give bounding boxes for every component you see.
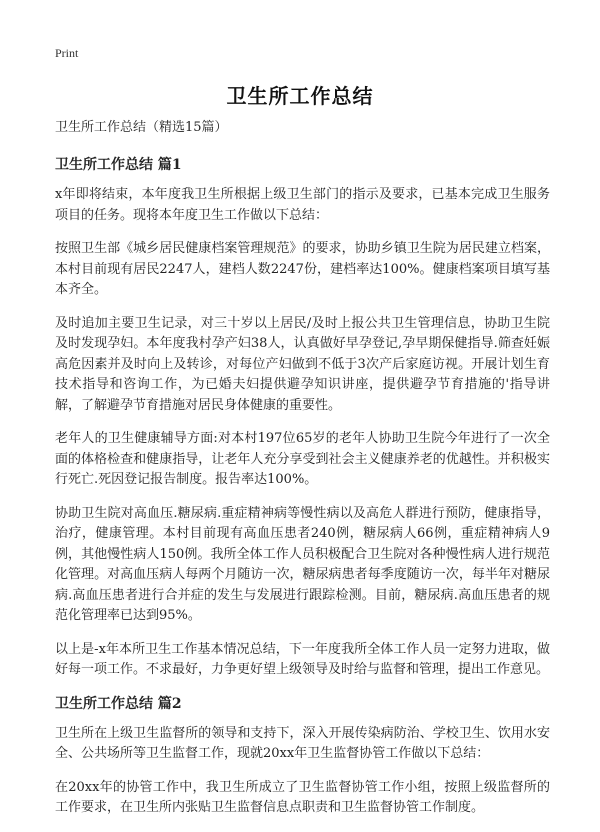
paragraph: 以上是-x年本所卫生工作基本情况总结，下一年度我所全体工作人员一定努力进取，做好每一项工作。不求最好，力争更好望上级领导及时给与监督和管理，提出工作意见。 <box>55 641 550 677</box>
paragraph: 按照卫生部《城乡居民健康档案管理规范》的要求，协助乡镇卫生院为居民建立档案，本村目前现有居民2247人，建档人数2247份，建档率达100%。健康档案项目填写基本齐全。 <box>55 241 550 297</box>
document-subtitle: 卫生所工作总结（精选15篇） <box>55 120 228 135</box>
document-body <box>55 118 550 832</box>
paragraph: 老年人的卫生健康辅导方面:对本村197位65岁的老年人协助卫生院今年进行了一次全面的体格检查和健康指导，让老年人充分享受到社会主义健康养老的优越性。并积极实行死亡.死因登记报告制度。报告率达100%。 <box>55 431 550 487</box>
section-heading-2: 卫生所工作总结 篇2 <box>55 695 182 712</box>
paragraph: 卫生所在上级卫生监督所的领导和支持下，深入开展传染病防治、学校卫生、饮用水安全、公共场所等卫生监督工作，现就20xx年卫生监督协管工作做以下总结： <box>55 725 550 761</box>
paragraph: 在20xx年的协管工作中，我卫生所成立了卫生监督协管工作小组，按照上级监督所的工作要求，在卫生所内张贴卫生监督信息点职责和卫生监督协管工作制度。 <box>55 779 550 815</box>
print-label: Print <box>55 46 79 60</box>
paragraph: 及时追加主要卫生记录，对三十岁以上居民/及时上报公共卫生管理信息，协助卫生院及时发现孕妇。本年度我村孕产妇38人，认真做好早孕登记,孕早期保健指导.筛查妊娠高危因素并及时向上及转诊，对每位产妇做到不低于3次产后家庭访视。开展计划生育技术指导和咨询工作，为已婚夫妇提供避孕知识讲座，提供避孕节育措施的'指导讲解，了解避孕节育措施对居民身体健康的重要性。 <box>55 315 550 413</box>
page-title: 卫生所工作总结 <box>226 84 374 108</box>
paragraph: x年即将结束，本年度我卫生所根据上级卫生部门的指示及要求，已基本完成卫生服务项目的任务。现将本年度卫生工作做以下总结： <box>55 187 550 223</box>
paragraph: 协助卫生院对高血压.糖尿病.重症精神病等慢性病以及高危人群进行预防，健康指导，治疗，健康管理。本村目前现有高血压患者240例，糖尿病人66例，重症精神病人9例，其他慢性病人150例。我所全体工作人员积极配合卫生院对各种慢性病人进行规范化管理。对高血压病人每两个月随访一次，糖尿病患者每季度随访一次，每半年对糖尿病.高血压患者进行合并症的发生与发展进行跟踪检测。目前，糖尿病.高血压患者的规范化管理率已达到95%。 <box>55 505 550 623</box>
section-heading-1: 卫生所工作总结 篇1 <box>55 157 182 173</box>
